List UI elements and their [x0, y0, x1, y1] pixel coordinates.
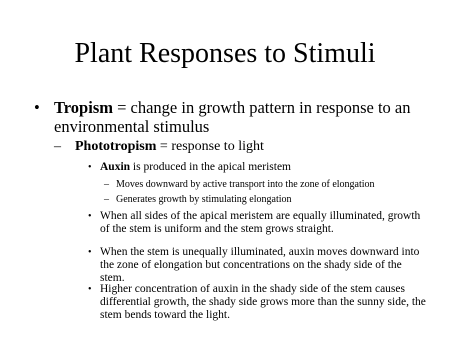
dash-marker: – [54, 139, 61, 154]
bullet-unequal-illumination [88, 246, 428, 285]
dash-marker: – [104, 179, 109, 190]
bullet-text: Higher concentration of auxin in the shady side of the stem causes differential growth, the shady side grows more than the sunny side, the stem bends toward the light. [100, 283, 426, 321]
sub-item-transport [104, 179, 434, 191]
sub-item-text: Moves downward by active transport into the zone of elongation [116, 179, 375, 190]
phototropism-definition: = response to light [156, 139, 264, 154]
bullet-text: When the stem is unequally illuminated, auxin moves downward into the zone of elongation but concentrations on the shady side of the stem. [100, 246, 420, 284]
bullet-marker: • [88, 211, 92, 222]
bullet-auxin [88, 161, 428, 174]
term-phototropism: Phototropism [75, 139, 157, 154]
bullet-equal-illumination [88, 210, 428, 236]
bullet-tropism [34, 98, 434, 136]
bullet-text: When all sides of the apical meristem are equally illuminated, growth of the stem is uniform and the stem grows straight. [100, 210, 421, 235]
bullet-marker: • [88, 284, 92, 295]
sub-item-growth [104, 194, 434, 206]
tropism-definition: = change in growth pattern in response to an environmental stimulus [54, 98, 411, 136]
bullet-phototropism [54, 139, 434, 155]
bullet-marker: • [88, 247, 92, 258]
auxin-description: is produced in the apical meristem [130, 161, 291, 173]
term-tropism: Tropism [54, 98, 113, 117]
term-auxin: Auxin [100, 161, 131, 173]
slide-title: Plant Responses to Stimuli [74, 38, 376, 69]
bullet-marker: • [34, 98, 40, 117]
bullet-differential-growth [88, 283, 428, 322]
bullet-marker: • [88, 162, 92, 173]
sub-item-text: Generates growth by stimulating elongation [116, 194, 292, 205]
dash-marker: – [104, 194, 109, 205]
